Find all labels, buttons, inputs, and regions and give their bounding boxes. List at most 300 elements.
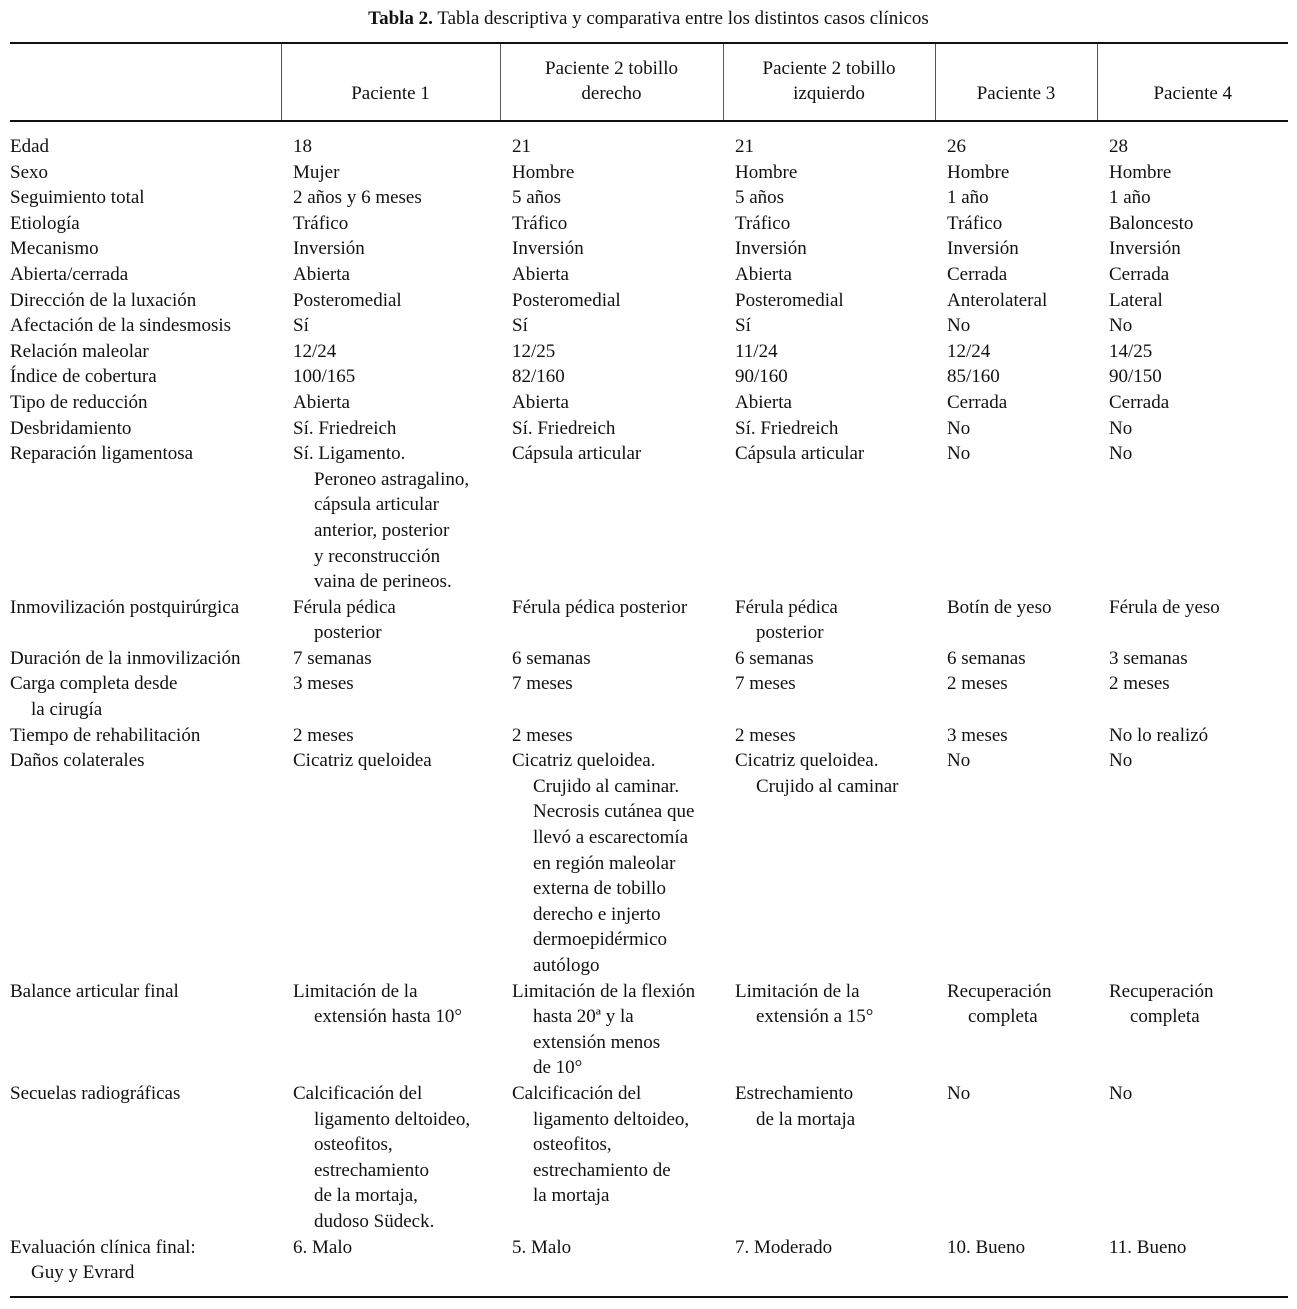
row-label-line: Dirección de la luxación bbox=[10, 289, 197, 311]
row-label-line: Edad bbox=[10, 136, 50, 157]
table-cell bbox=[500, 121, 723, 160]
cell-line: 2 meses bbox=[947, 673, 1008, 695]
table-cell bbox=[935, 646, 1097, 672]
table-cell bbox=[1097, 1081, 1288, 1235]
row-label bbox=[10, 390, 281, 416]
cell-line: 7 semanas bbox=[293, 647, 372, 669]
cell-line: 7. Moderado bbox=[735, 1236, 833, 1258]
cell-line: Cicatriz queloidea. bbox=[512, 750, 656, 772]
table-row bbox=[10, 1081, 1288, 1235]
cell-line: Cicatriz queloidea bbox=[293, 750, 432, 772]
table-cell bbox=[281, 364, 500, 390]
cell-line: estrechamiento bbox=[314, 1159, 430, 1181]
table-header bbox=[10, 43, 1288, 121]
cell-line: Posteromedial bbox=[293, 289, 402, 311]
row-label bbox=[10, 646, 281, 672]
row-label-line: Etiología bbox=[10, 212, 80, 234]
table-cell bbox=[723, 979, 935, 1081]
row-label bbox=[10, 121, 281, 160]
cell-line: vaina de perineos. bbox=[314, 571, 452, 593]
table-cell bbox=[500, 185, 723, 211]
cell-line: Peroneo astragalino, bbox=[314, 468, 470, 490]
table-cell bbox=[1097, 160, 1288, 186]
cell-line: No bbox=[1109, 443, 1133, 465]
column-header-line: Paciente 2 tobillo bbox=[762, 57, 896, 79]
column-header bbox=[1097, 43, 1288, 121]
cell-line: 1 año bbox=[1109, 187, 1151, 209]
table-cell bbox=[281, 416, 500, 442]
cell-line: Mujer bbox=[293, 161, 340, 183]
table-cell bbox=[935, 211, 1097, 237]
table-cell bbox=[935, 748, 1097, 978]
cell-line: Abierta bbox=[512, 391, 569, 413]
table-cell bbox=[1097, 185, 1288, 211]
comparison-table bbox=[10, 42, 1288, 1298]
row-label-line: Guy y Evrard bbox=[31, 1262, 135, 1284]
table-cell bbox=[281, 1081, 500, 1235]
header-row bbox=[10, 43, 1288, 121]
table-cell bbox=[1097, 723, 1288, 749]
cell-line: No bbox=[947, 315, 971, 337]
table-cell bbox=[723, 646, 935, 672]
table-cell bbox=[935, 595, 1097, 646]
cell-line: posterior bbox=[314, 622, 382, 644]
table-cell bbox=[723, 441, 935, 595]
table-cell bbox=[723, 748, 935, 978]
row-label-line: Tipo de reducción bbox=[10, 391, 148, 413]
table-cell bbox=[1097, 646, 1288, 672]
cell-line: Limitación de la bbox=[735, 980, 860, 1002]
table-row bbox=[10, 185, 1288, 211]
table-cell bbox=[281, 441, 500, 595]
row-label bbox=[10, 364, 281, 390]
table-row bbox=[10, 339, 1288, 365]
cell-line: Abierta bbox=[735, 263, 792, 285]
row-label-line: Seguimiento total bbox=[10, 187, 145, 209]
row-label-line: Reparación ligamentosa bbox=[10, 443, 194, 465]
cell-line: Calcificación del bbox=[293, 1082, 423, 1104]
table-cell bbox=[723, 313, 935, 339]
cell-line: 11/24 bbox=[735, 340, 778, 362]
table-cell bbox=[935, 364, 1097, 390]
column-header-line: Paciente 4 bbox=[1153, 83, 1233, 105]
cell-line: cápsula articular bbox=[314, 494, 440, 516]
cell-line: anterior, posterior bbox=[314, 519, 450, 541]
table-cell bbox=[723, 121, 935, 160]
table-row bbox=[10, 121, 1288, 160]
table-row bbox=[10, 979, 1288, 1081]
cell-line: externa de tobillo bbox=[533, 878, 666, 900]
cell-line: Tráfico bbox=[735, 212, 791, 234]
caption-text: Tabla descriptiva y comparativa entre los distintos casos clínicos bbox=[432, 8, 929, 29]
cell-line: Férula de yeso bbox=[1109, 596, 1220, 618]
table-cell bbox=[500, 748, 723, 978]
cell-line: Sí. Ligamento. bbox=[293, 443, 406, 465]
cell-line: Inversión bbox=[947, 238, 1019, 260]
table-row bbox=[10, 390, 1288, 416]
table-cell bbox=[935, 160, 1097, 186]
table-row bbox=[10, 236, 1288, 262]
cell-line: Sí bbox=[735, 315, 751, 337]
table-cell bbox=[500, 160, 723, 186]
row-label bbox=[10, 313, 281, 339]
row-label bbox=[10, 236, 281, 262]
table-cell bbox=[723, 364, 935, 390]
cell-line: Cerrada bbox=[947, 263, 1008, 285]
cell-line: Sí. Friedreich bbox=[735, 417, 839, 439]
cell-line: 21 bbox=[735, 136, 754, 157]
cell-line: en región maleolar bbox=[533, 852, 676, 874]
row-label bbox=[10, 748, 281, 978]
cell-line: 12/25 bbox=[512, 340, 556, 362]
cell-line: Inversión bbox=[1109, 238, 1181, 260]
cell-line: 2 meses bbox=[512, 724, 573, 746]
row-label-line: Secuelas radiográficas bbox=[10, 1082, 181, 1104]
row-label-line: Relación maleolar bbox=[10, 340, 149, 362]
table-cell bbox=[500, 441, 723, 595]
table-cell bbox=[935, 979, 1097, 1081]
cell-line: osteofitos, bbox=[533, 1134, 612, 1156]
table-cell bbox=[1097, 671, 1288, 722]
table-cell bbox=[723, 1235, 935, 1297]
cell-line: 6 semanas bbox=[512, 647, 591, 669]
table-cell bbox=[1097, 211, 1288, 237]
cell-line: 7 meses bbox=[512, 673, 573, 695]
cell-line: de 10° bbox=[533, 1057, 583, 1079]
table-cell bbox=[935, 262, 1097, 288]
row-label-line: la cirugía bbox=[31, 699, 103, 721]
row-label bbox=[10, 160, 281, 186]
cell-line: 2 meses bbox=[735, 724, 796, 746]
cell-line: 82/160 bbox=[512, 366, 565, 388]
table-cell bbox=[935, 390, 1097, 416]
cell-line: 10. Bueno bbox=[947, 1236, 1026, 1258]
cell-line: Posteromedial bbox=[512, 289, 621, 311]
table-cell bbox=[500, 416, 723, 442]
table-cell bbox=[281, 646, 500, 672]
row-label-line: Desbridamiento bbox=[10, 417, 132, 439]
cell-line: 14/25 bbox=[1109, 340, 1153, 362]
table-cell bbox=[500, 979, 723, 1081]
cell-line: 100/165 bbox=[293, 366, 356, 388]
table-cell bbox=[935, 121, 1097, 160]
column-header bbox=[500, 43, 723, 121]
row-label bbox=[10, 262, 281, 288]
cell-line: ligamento deltoideo, bbox=[314, 1108, 471, 1130]
cell-line: 3 meses bbox=[293, 673, 354, 695]
table-cell bbox=[500, 1235, 723, 1297]
cell-line: extensión hasta 10° bbox=[314, 1006, 462, 1028]
table-cell bbox=[1097, 288, 1288, 314]
cell-line: 12/24 bbox=[947, 340, 991, 362]
table-cell bbox=[723, 723, 935, 749]
table-cell bbox=[281, 748, 500, 978]
cell-line: Posteromedial bbox=[735, 289, 844, 311]
cell-line: 1 año bbox=[947, 187, 989, 209]
cell-line: completa bbox=[968, 1006, 1038, 1028]
cell-line: Baloncesto bbox=[1109, 212, 1194, 234]
table-cell bbox=[281, 262, 500, 288]
cell-line: Tráfico bbox=[512, 212, 568, 234]
cell-line: No bbox=[1109, 1082, 1133, 1104]
cell-line: Cerrada bbox=[947, 391, 1008, 413]
table-cell bbox=[1097, 262, 1288, 288]
cell-line: Cerrada bbox=[1109, 263, 1170, 285]
cell-line: No bbox=[947, 1082, 971, 1104]
cell-line: extensión menos bbox=[533, 1031, 661, 1053]
table-cell bbox=[723, 595, 935, 646]
table-cell bbox=[281, 671, 500, 722]
row-label-line: Tiempo de rehabilitación bbox=[10, 724, 201, 746]
cell-line: de la mortaja, bbox=[314, 1185, 418, 1207]
cell-line: Limitación de la bbox=[293, 980, 418, 1002]
cell-line: de la mortaja bbox=[756, 1108, 856, 1130]
table-cell bbox=[500, 595, 723, 646]
cell-line: Inversión bbox=[735, 238, 807, 260]
cell-line: 11. Bueno bbox=[1109, 1236, 1187, 1258]
cell-line: Hombre bbox=[947, 161, 1010, 183]
cell-line: Botín de yeso bbox=[947, 596, 1052, 618]
cell-line: No bbox=[1109, 417, 1133, 439]
cell-line: Limitación de la flexión bbox=[512, 980, 696, 1002]
table-row bbox=[10, 748, 1288, 978]
table-cell bbox=[935, 288, 1097, 314]
cell-line: estrechamiento de bbox=[533, 1159, 671, 1181]
cell-line: Necrosis cutánea que bbox=[533, 801, 695, 823]
table-row bbox=[10, 646, 1288, 672]
column-header-line: derecho bbox=[581, 83, 642, 105]
cell-line: 5 años bbox=[735, 187, 785, 209]
table-cell bbox=[281, 390, 500, 416]
row-label-line: Sexo bbox=[10, 161, 48, 183]
table-row bbox=[10, 595, 1288, 646]
table-cell bbox=[723, 1081, 935, 1235]
table-cell bbox=[1097, 441, 1288, 595]
table-cell bbox=[1097, 1235, 1288, 1297]
cell-line: Crujido al caminar. bbox=[533, 775, 680, 797]
table-row bbox=[10, 723, 1288, 749]
row-label bbox=[10, 416, 281, 442]
table-cell bbox=[500, 262, 723, 288]
table-cell bbox=[935, 236, 1097, 262]
table-row bbox=[10, 441, 1288, 595]
cell-line: No bbox=[947, 443, 971, 465]
cell-line: dermoepidérmico bbox=[533, 929, 668, 951]
cell-line: Crujido al caminar bbox=[756, 775, 899, 797]
row-label-line: Afectación de la sindesmosis bbox=[10, 315, 232, 337]
table-cell bbox=[281, 339, 500, 365]
row-label-line: Abierta/cerrada bbox=[10, 263, 129, 285]
table-cell bbox=[1097, 313, 1288, 339]
cell-line: Cerrada bbox=[1109, 391, 1170, 413]
cell-line: Sí bbox=[293, 315, 309, 337]
table-cell bbox=[1097, 390, 1288, 416]
column-header-line: Paciente 2 tobillo bbox=[545, 57, 678, 79]
cell-line: 6. Malo bbox=[293, 1236, 353, 1258]
caption-label: Tabla 2. bbox=[368, 8, 433, 29]
cell-line: No bbox=[947, 417, 971, 439]
column-header-line: Paciente 3 bbox=[976, 83, 1056, 105]
cell-line: 5 años bbox=[512, 187, 562, 209]
cell-line: 21 bbox=[512, 136, 531, 157]
table-cell bbox=[281, 723, 500, 749]
table-cell bbox=[1097, 979, 1288, 1081]
table-cell bbox=[1097, 236, 1288, 262]
column-header bbox=[723, 43, 935, 121]
cell-line: Anterolateral bbox=[947, 289, 1048, 311]
cell-line: llevó a escarectomía bbox=[533, 827, 689, 849]
cell-line: extensión a 15° bbox=[756, 1006, 874, 1028]
cell-line: la mortaja bbox=[533, 1185, 610, 1207]
table-cell bbox=[935, 671, 1097, 722]
cell-line: No lo realizó bbox=[1109, 724, 1209, 746]
table-cell bbox=[723, 416, 935, 442]
table-cell bbox=[500, 236, 723, 262]
cell-line: 2 años y 6 meses bbox=[293, 187, 422, 209]
row-label bbox=[10, 211, 281, 237]
cell-line: No bbox=[1109, 315, 1133, 337]
table-cell bbox=[723, 185, 935, 211]
row-label-line: Mecanismo bbox=[10, 238, 99, 260]
cell-line: Sí. Friedreich bbox=[293, 417, 397, 439]
cell-line: No bbox=[947, 750, 971, 772]
cell-line: Férula pédica posterior bbox=[512, 596, 688, 618]
cell-line: Tráfico bbox=[947, 212, 1003, 234]
table-row bbox=[10, 288, 1288, 314]
row-label-line: Índice de cobertura bbox=[10, 366, 157, 388]
table-cell bbox=[500, 1081, 723, 1235]
row-label-line: Balance articular final bbox=[10, 980, 179, 1002]
cell-line: y reconstrucción bbox=[314, 545, 441, 567]
table-cell bbox=[723, 160, 935, 186]
cell-line: Férula pédica bbox=[735, 596, 838, 618]
cell-line: Calcificación del bbox=[512, 1082, 642, 1104]
table-cell bbox=[935, 1235, 1097, 1297]
cell-line: hasta 20ª y la bbox=[533, 1006, 634, 1028]
cell-line: 3 semanas bbox=[1109, 647, 1188, 669]
table-cell bbox=[935, 339, 1097, 365]
cell-line: Abierta bbox=[293, 263, 350, 285]
table-cell bbox=[723, 339, 935, 365]
table-cell bbox=[1097, 416, 1288, 442]
cell-line: No bbox=[1109, 750, 1133, 772]
table-cell bbox=[723, 236, 935, 262]
table-cell bbox=[723, 288, 935, 314]
cell-line: 2 meses bbox=[1109, 673, 1170, 695]
table-cell bbox=[500, 364, 723, 390]
cell-line: Hombre bbox=[1109, 161, 1172, 183]
cell-line: 5. Malo bbox=[512, 1236, 572, 1258]
cell-line: 90/160 bbox=[735, 366, 788, 388]
cell-line: 18 bbox=[293, 136, 312, 157]
cell-line: 6 semanas bbox=[947, 647, 1026, 669]
table-row bbox=[10, 364, 1288, 390]
table-cell bbox=[281, 288, 500, 314]
cell-line: Tráfico bbox=[293, 212, 349, 234]
table-cell bbox=[500, 313, 723, 339]
row-label-line: Evaluación clínica final: bbox=[10, 1236, 196, 1258]
cell-line: 12/24 bbox=[293, 340, 337, 362]
table-body bbox=[10, 121, 1288, 1297]
cell-line: 7 meses bbox=[735, 673, 796, 695]
cell-line: Cápsula articular bbox=[512, 443, 642, 465]
table-cell bbox=[1097, 595, 1288, 646]
cell-line: Hombre bbox=[735, 161, 798, 183]
row-label bbox=[10, 288, 281, 314]
table-cell bbox=[281, 236, 500, 262]
cell-line: dudoso Südeck. bbox=[314, 1210, 435, 1232]
table-cell bbox=[1097, 364, 1288, 390]
row-label-line: Inmovilización postquirúrgica bbox=[10, 596, 240, 618]
cell-line: Recuperación bbox=[1109, 980, 1214, 1002]
row-label bbox=[10, 1081, 281, 1235]
table-cell bbox=[1097, 121, 1288, 160]
table-cell bbox=[281, 160, 500, 186]
row-label bbox=[10, 1235, 281, 1297]
table-caption bbox=[0, 8, 1297, 30]
row-label-line: Duración de la inmovilización bbox=[10, 647, 241, 669]
row-label bbox=[10, 671, 281, 722]
table-cell bbox=[500, 211, 723, 237]
table-cell bbox=[500, 390, 723, 416]
row-label bbox=[10, 185, 281, 211]
row-label bbox=[10, 979, 281, 1081]
table-cell bbox=[935, 185, 1097, 211]
cell-line: Hombre bbox=[512, 161, 575, 183]
table-cell bbox=[281, 313, 500, 339]
cell-line: Sí bbox=[512, 315, 528, 337]
table-cell bbox=[500, 339, 723, 365]
cell-line: Férula pédica bbox=[293, 596, 396, 618]
row-label-line: Daños colaterales bbox=[10, 750, 145, 772]
table-row bbox=[10, 160, 1288, 186]
column-header-line: izquierdo bbox=[793, 83, 865, 105]
table-row bbox=[10, 262, 1288, 288]
table-cell bbox=[723, 671, 935, 722]
cell-line: Abierta bbox=[735, 391, 792, 413]
cell-line: Inversión bbox=[512, 238, 584, 260]
header-empty-cell bbox=[10, 43, 281, 121]
cell-line: Abierta bbox=[512, 263, 569, 285]
table-cell bbox=[281, 979, 500, 1081]
table-cell bbox=[723, 390, 935, 416]
table-cell bbox=[723, 262, 935, 288]
row-label-line: Carga completa desde bbox=[10, 673, 178, 695]
table-cell bbox=[281, 1235, 500, 1297]
table-cell bbox=[935, 723, 1097, 749]
table-cell bbox=[1097, 339, 1288, 365]
cell-line: Recuperación bbox=[947, 980, 1052, 1002]
table-cell bbox=[1097, 748, 1288, 978]
cell-line: posterior bbox=[756, 622, 824, 644]
cell-line: Cápsula articular bbox=[735, 443, 865, 465]
cell-line: autólogo bbox=[533, 955, 600, 976]
table-row bbox=[10, 671, 1288, 722]
table-cell bbox=[281, 121, 500, 160]
cell-line: 2 meses bbox=[293, 724, 354, 746]
cell-line: Inversión bbox=[293, 238, 365, 260]
cell-line: ligamento deltoideo, bbox=[533, 1108, 690, 1130]
table-row bbox=[10, 416, 1288, 442]
table-cell bbox=[500, 671, 723, 722]
table-cell bbox=[500, 646, 723, 672]
table-cell bbox=[935, 441, 1097, 595]
table-cell bbox=[500, 723, 723, 749]
table-row bbox=[10, 1235, 1288, 1297]
table-cell bbox=[935, 416, 1097, 442]
cell-line: Cicatriz queloidea. bbox=[735, 750, 879, 772]
cell-line: 26 bbox=[947, 136, 966, 157]
